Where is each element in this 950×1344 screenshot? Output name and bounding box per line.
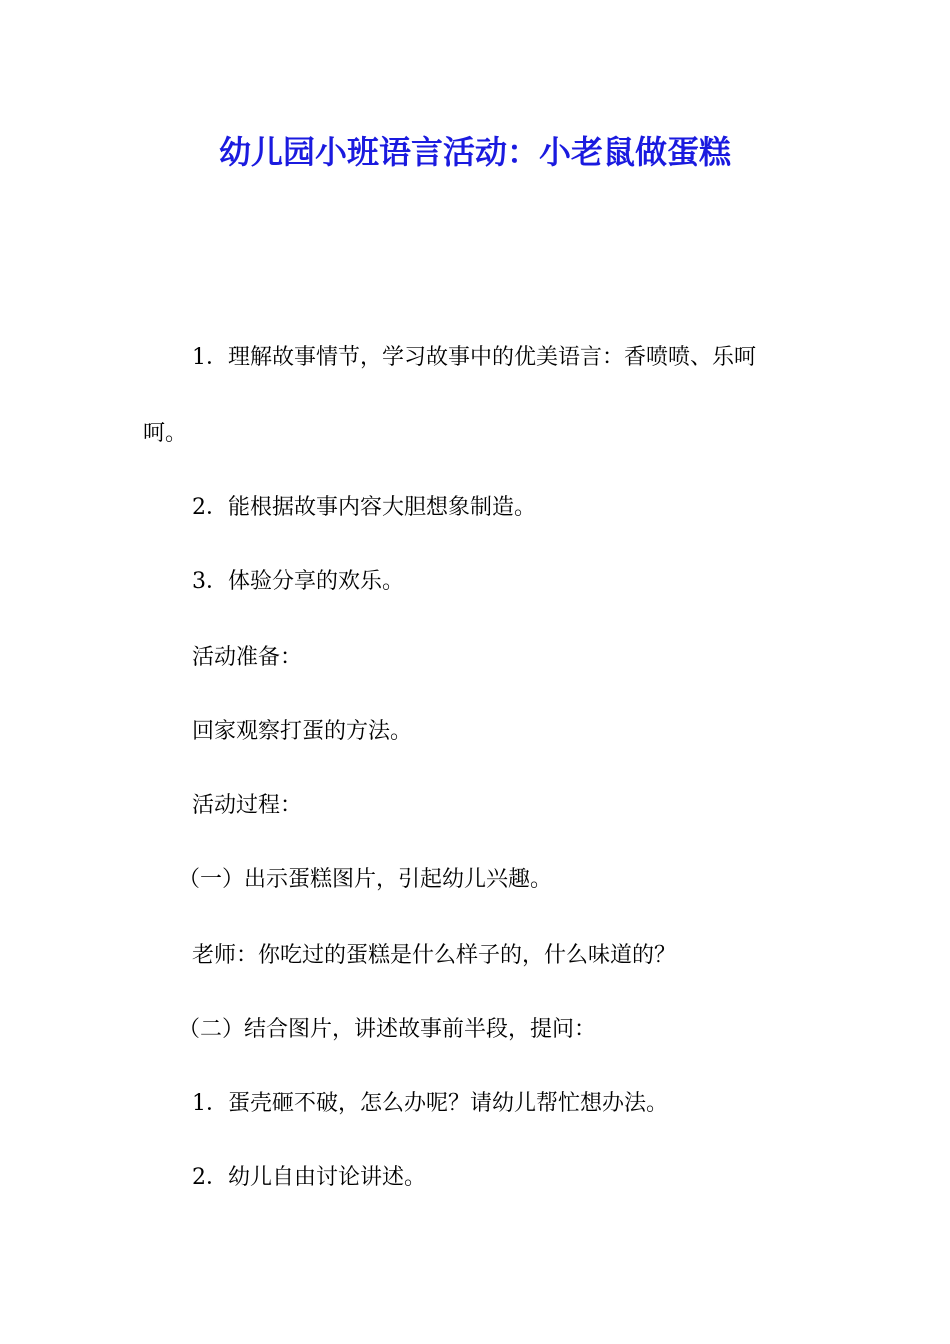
question-2: 2．幼儿自由讨论讲述。 [192, 1165, 426, 1190]
goal-1-line-1: 1．理解故事情节，学习故事中的优美语言：香喷喷、乐呵 [192, 345, 756, 370]
goal-2: 2．能根据故事内容大胆想象制造。 [192, 495, 536, 520]
process-step-2: （二）结合图片，讲述故事前半段，提问： [178, 1017, 597, 1042]
document-title: 幼儿园小班语言活动：小老鼠做蛋糕 [218, 133, 731, 171]
section-heading-preparation: 活动准备： [192, 645, 303, 670]
goal-3: 3．体验分享的欢乐。 [192, 569, 404, 594]
question-1: 1．蛋壳砸不破，怎么办呢？请幼儿帮忙想办法。 [192, 1091, 668, 1116]
goal-1-line-2: 呵。 [143, 421, 188, 446]
teacher-question: 老师：你吃过的蛋糕是什么样子的，什么味道的？ [192, 943, 677, 968]
preparation-text: 回家观察打蛋的方法。 [192, 719, 413, 744]
process-step-1: （一）出示蛋糕图片，引起幼儿兴趣。 [178, 867, 553, 892]
section-heading-process: 活动过程： [192, 793, 303, 818]
